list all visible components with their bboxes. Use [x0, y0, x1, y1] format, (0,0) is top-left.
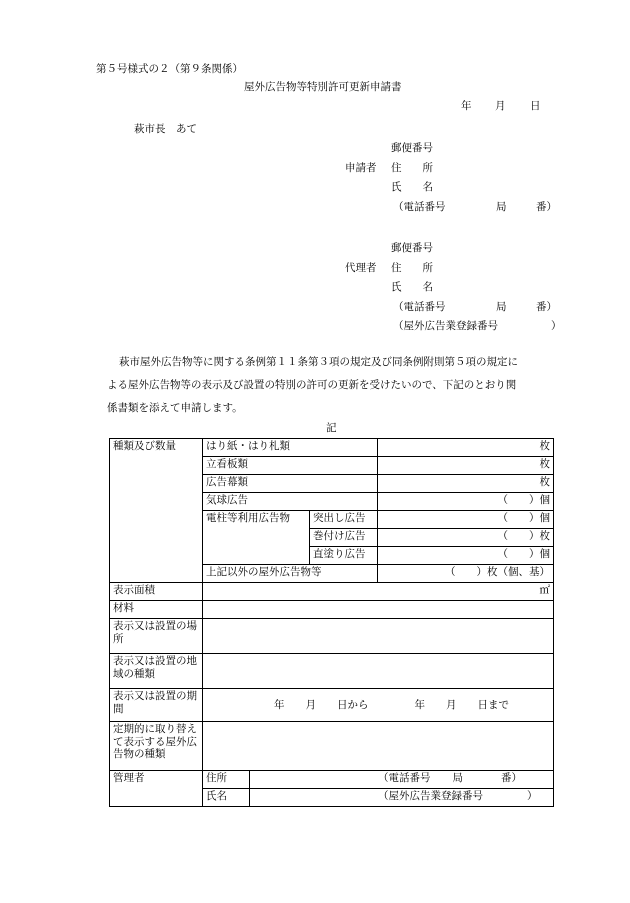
zone-label: 表示又は設置の地域の種類 — [110, 654, 203, 689]
agent-registration-close: ） — [551, 320, 562, 332]
row-hari-unit[interactable]: 枚 — [378, 439, 554, 457]
row-tsuki-label: 突出し広告 — [310, 511, 378, 529]
agent-phone-number: 番） — [536, 301, 557, 313]
area-label: 表示面積 — [110, 583, 203, 601]
manager-label: 管理者 — [110, 771, 203, 807]
agent-name-label: 氏 名 — [391, 281, 433, 293]
applicant-phone-label: （電話番号 — [393, 201, 446, 213]
date-day-label: 日 — [530, 100, 541, 112]
location-label: 表示又は設置の場所 — [110, 619, 203, 654]
manager-registration-label: （屋外広告業登録番号 — [378, 790, 483, 802]
row-maki-label: 巻付け広告 — [310, 529, 378, 547]
addressee: 萩市長 あて — [134, 123, 197, 135]
period-field[interactable] — [203, 689, 554, 722]
form-number: 第５号様式の２（第９条関係） — [96, 63, 243, 75]
table-row — [110, 771, 554, 789]
replace-field[interactable] — [203, 722, 554, 771]
material-field[interactable] — [203, 601, 554, 619]
manager-phone-label: （電話番号 — [378, 772, 431, 784]
manager-name-field[interactable] — [250, 789, 554, 807]
row-denchu-label: 電柱等利用広告物 — [203, 511, 310, 565]
applicant-address-label: 住 所 — [391, 162, 433, 174]
row-other-unit[interactable]: （ ）枚（個、基） — [378, 565, 554, 583]
date-month-label: 月 — [495, 100, 506, 112]
row-hari-label: はり紙・はり札類 — [203, 439, 378, 457]
area-field[interactable]: ㎡ — [203, 583, 554, 601]
agent-registration-label: （屋外広告業登録番号 — [393, 320, 498, 332]
manager-address-field[interactable] — [250, 771, 554, 789]
manager-registration-close: ） — [527, 790, 538, 802]
table-row — [110, 654, 554, 689]
body-line-1: 萩市屋外広告物等に関する条例第１１条第３項の規定及び同条例附則第５項の規定に — [119, 356, 518, 368]
table-row — [110, 601, 554, 619]
ki-label: 記 — [326, 422, 337, 434]
row-tatekan-label: 立看板類 — [203, 457, 378, 475]
period-from: 年 月 日から — [274, 698, 369, 711]
agent-role: 代理者 — [345, 262, 377, 274]
material-label: 材料 — [110, 601, 203, 619]
applicant-postal-label: 郵便番号 — [391, 142, 433, 154]
zone-field[interactable] — [203, 654, 554, 689]
table-row — [110, 583, 554, 601]
location-field[interactable] — [203, 619, 554, 654]
date-year-label: 年 — [461, 100, 472, 112]
application-table — [109, 438, 554, 807]
agent-phone-label: （電話番号 — [393, 301, 446, 313]
table-row — [110, 439, 554, 457]
row-jika-label: 直塗り広告 — [310, 547, 378, 565]
type-quantity-label: 種類及び数量 — [110, 439, 203, 583]
agent-address-label: 住 所 — [391, 262, 433, 274]
row-kikyu-label: 気球広告 — [203, 493, 378, 511]
body-line-3: 係書類を添えて申請します。 — [107, 402, 243, 414]
row-tatekan-unit[interactable]: 枚 — [378, 457, 554, 475]
applicant-role: 申請者 — [345, 162, 377, 174]
applicant-phone-office: 局 — [496, 201, 507, 213]
manager-phone-office: 局 — [452, 772, 463, 784]
row-tsuki-unit[interactable]: （ ）個 — [378, 511, 554, 529]
period-to: 年 月 日まで — [414, 698, 509, 711]
period-label: 表示又は設置の期間 — [110, 689, 203, 722]
applicant-phone-number: 番） — [536, 201, 557, 213]
row-jika-unit[interactable]: （ ）個 — [378, 547, 554, 565]
document-title: 屋外広告物等特別許可更新申請書 — [244, 81, 402, 93]
table-row — [110, 722, 554, 771]
row-kikyu-unit[interactable]: （ ）個 — [378, 493, 554, 511]
applicant-name-label: 氏 名 — [391, 181, 433, 193]
row-other-label: 上記以外の屋外広告物等 — [203, 565, 378, 583]
table-row — [110, 689, 554, 722]
row-maki-unit[interactable]: （ ）枚 — [378, 529, 554, 547]
body-line-2: よる屋外広告物等の表示及び設置の特別の許可の更新を受けたいので、下記のとおり関 — [107, 379, 517, 391]
manager-name-label: 氏名 — [203, 789, 250, 807]
agent-postal-label: 郵便番号 — [391, 242, 433, 254]
replace-label: 定期的に取り替えて表示する屋外広告物の種類 — [110, 722, 203, 771]
table-row — [110, 619, 554, 654]
row-maku-unit[interactable]: 枚 — [378, 475, 554, 493]
manager-phone-number: 番） — [501, 772, 522, 784]
manager-address-label: 住所 — [203, 771, 250, 789]
agent-phone-office: 局 — [496, 301, 507, 313]
row-maku-label: 広告幕類 — [203, 475, 378, 493]
